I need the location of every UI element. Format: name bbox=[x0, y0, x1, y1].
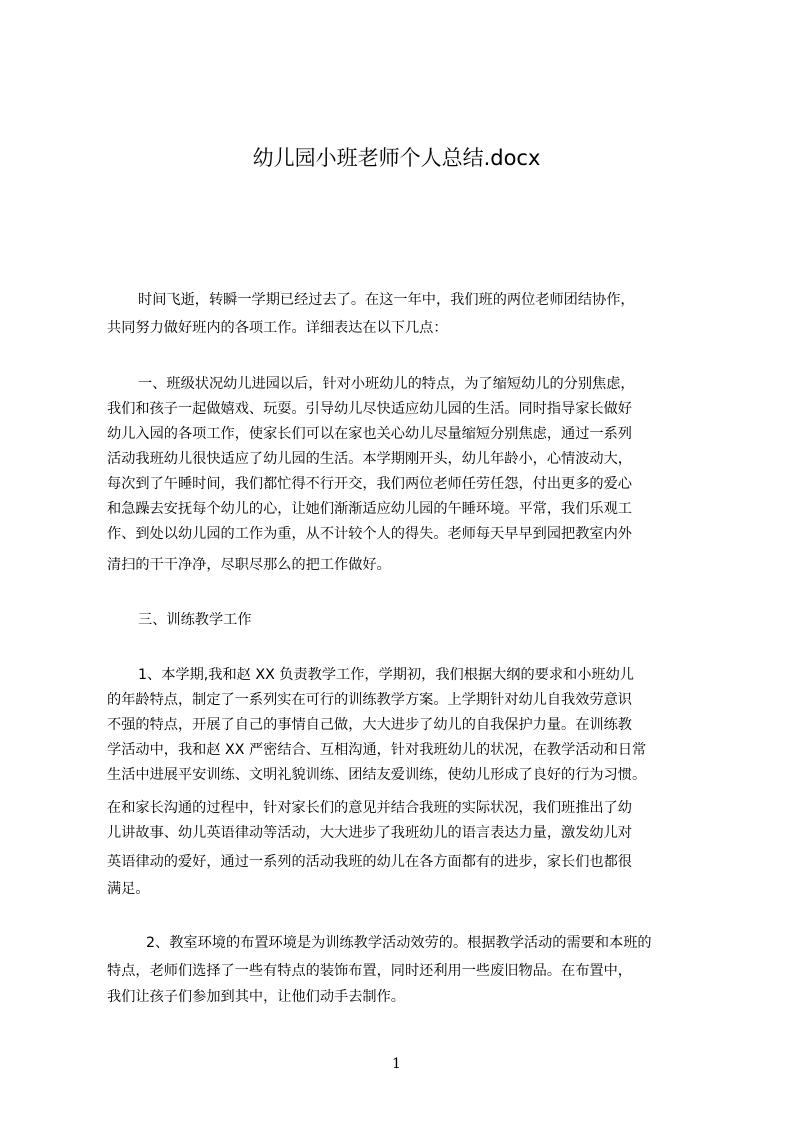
body-line: 在和家长沟通的过程中，针对家长们的意见并结合我班的实际状况，我们班推出了幼 bbox=[107, 800, 632, 816]
body-line: 儿讲故事、幼儿英语律动等活动，大大进步了我班幼儿的语言表达力量，激发幼儿对 bbox=[107, 825, 632, 841]
body-line: 每次到了午睡时间，我们都忙得不行开交，我们两位老师任劳任怨，付出更多的爱心 bbox=[107, 476, 632, 492]
body-line: 我们和孩子一起做嬉戏、玩耍。引导幼儿尽快适应幼儿园的生活。同时指导家长做好 bbox=[107, 401, 632, 417]
body-line: 满足。 bbox=[107, 881, 150, 897]
body-line: 特点，老师们选择了一些有特点的装饰布置，同时还利用一些废旧物品。在布置中， bbox=[107, 963, 632, 979]
body-line: 1、本学期,我和赵 XX 负责教学工作，学期初，我们根据大纲的要求和小班幼儿 bbox=[138, 667, 634, 683]
body-line: 我们让孩子们参加到其中，让他们动手去制作。 bbox=[107, 989, 405, 1005]
page-number: 1 bbox=[392, 1056, 401, 1072]
body-line: 的年龄特点，制定了一系列实在可行的训练教学方案。上学期针对幼儿自我效劳意识 bbox=[107, 692, 632, 708]
body-line: 一、班级状况幼儿进园以后，针对小班幼儿的特点，为了缩短幼儿的分别焦虑， bbox=[138, 376, 635, 392]
body-line: 学活动中，我和赵 XX 严密结合、互相沟通，针对我班幼儿的状况，在教学活动和日常 bbox=[107, 742, 647, 758]
body-line: 时间飞逝，转瞬一学期已经过去了。在这一年中，我们班的两位老师团结协作， bbox=[138, 292, 635, 308]
body-line: 幼儿入园的各项工作，使家长们可以在家也关心幼儿尽量缩短分别焦虑，通过一系列 bbox=[107, 426, 632, 442]
document-title: 幼儿园小班老师个人总结.docx bbox=[252, 146, 541, 170]
body-line: 生活中进展平安训练、文明礼貌训练、团结友爱训练，使幼儿形成了良好的行为习惯。 bbox=[107, 767, 647, 783]
body-line: 共同努力做好班内的各项工作。详细表达在以下几点： bbox=[107, 320, 448, 336]
body-line: 清扫的干干净净，尽职尽那么的把工作做好。 bbox=[107, 557, 391, 573]
body-line: 2、教室环境的布置环境是为训练教学活动效劳的。根据教学活动的需要和本班的 bbox=[146, 935, 652, 951]
body-line: 活动我班幼儿很快适应了幼儿园的生活。本学期刚开头，幼儿年龄小，心情波动大， bbox=[107, 451, 632, 467]
section-heading: 三、训练教学工作 bbox=[138, 612, 252, 628]
body-line: 作、到处以幼儿园的工作为重，从不计较个人的得失。老师每天早早到园把教室内外 bbox=[107, 526, 632, 542]
body-line: 英语律动的爱好，通过一系列的活动我班的幼儿在各方面都有的进步，家长们也都很 bbox=[107, 854, 632, 870]
body-line: 和急躁去安抚每个幼儿的心，让她们渐渐适应幼儿园的午睡环境。平常，我们乐观工 bbox=[107, 501, 632, 517]
body-line: 不强的特点，开展了自己的事情自己做，大大进步了幼儿的自我保护力量。在训练教 bbox=[107, 717, 632, 733]
